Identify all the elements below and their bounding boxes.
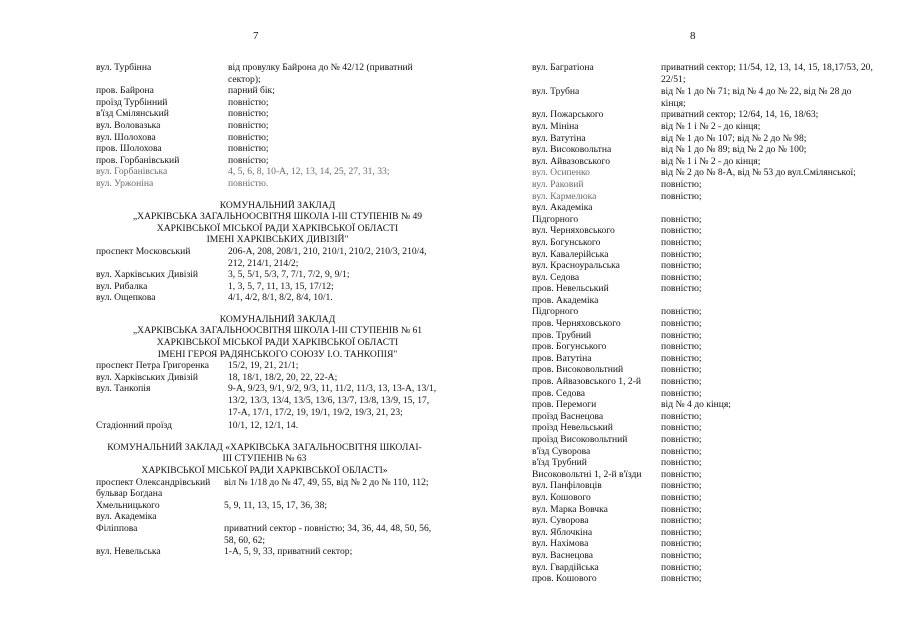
street-name: вул. Воловазька — [96, 119, 161, 131]
street-name: проїзд Невельський — [532, 422, 613, 434]
school-49-section — [96, 200, 441, 304]
street-name: вул. Турбінна — [96, 62, 152, 73]
house-numbers: повністю; — [661, 491, 702, 503]
street-name: бульвар Богдана — [96, 488, 163, 500]
heading-line: ІІІ СТУПЕНІВ № 63 — [222, 453, 307, 465]
section-heading — [96, 442, 441, 477]
street-name: вул. Осипенко — [532, 167, 590, 179]
house-numbers: повністю; — [228, 119, 269, 131]
house-numbers: повністю; — [661, 364, 702, 376]
heading-line: КОМУНАЛЬНИЙ ЗАКЛАД «ХАРКІВСЬКА ЗАГАЛЬНОСВІТНЯ ШКОЛАІ- — [107, 441, 422, 453]
address-row — [96, 97, 441, 109]
street-name: Стадіонний проїзд — [96, 420, 173, 432]
address-row — [532, 237, 878, 249]
section-heading — [96, 200, 441, 246]
house-numbers: від № 1 і № 2 - до кінця; — [661, 120, 761, 132]
address-row — [96, 383, 441, 418]
school-63-section — [96, 442, 441, 558]
house-numbers: 3, 5, 5/1, 5/3, 7, 7/1, 7/2, 9, 9/1; — [228, 269, 350, 281]
school-61-section — [96, 314, 441, 432]
address-row — [96, 360, 441, 372]
street-name: вул. Яблочкіна — [532, 526, 593, 538]
house-numbers: приватний сектор; 11/54, 12, 13, 14, 15, 18,17/53, 20, 22/51; — [661, 62, 873, 85]
heading-line: ІМЕНІ ГЕРОЯ РАДЯНСЬКОГО СОЮЗУ І.О. ТАНКОПІЯ" — [157, 348, 398, 360]
address-row — [532, 504, 878, 516]
street-name: вул. Черняховського — [532, 225, 615, 237]
street-name: пров. Високовольтний — [532, 364, 624, 376]
house-numbers: від № 4 до кінця; — [661, 399, 731, 411]
address-row — [532, 283, 878, 295]
address-row — [532, 167, 878, 179]
street-name: вул. Васнецова — [532, 549, 594, 561]
address-row — [96, 269, 441, 281]
house-numbers: 206-А, 208, 208/1, 210, 210/1, 210/2, 210/3, 210/4, 212, 214/1, 214/2; — [228, 245, 427, 269]
house-numbers: повністю; — [661, 329, 702, 341]
address-row — [532, 330, 878, 342]
house-numbers — [224, 511, 441, 523]
address-row — [96, 488, 441, 500]
address-row — [96, 132, 441, 144]
house-numbers: повністю; — [661, 434, 702, 445]
house-numbers: 10/1, 12, 12/1, 14. — [228, 420, 299, 432]
address-row — [96, 246, 441, 269]
house-numbers: повністю; — [661, 283, 702, 295]
house-numbers: повністю; — [661, 387, 702, 399]
street-name: вул. Рибалка — [96, 280, 148, 292]
address-row — [96, 108, 441, 120]
street-name: пров. Трубний — [532, 329, 592, 341]
house-numbers: повністю; — [661, 410, 702, 422]
address-row — [532, 202, 878, 214]
street-name: проїзд Васнецова — [532, 410, 604, 422]
street-name: вул. Шолохова — [96, 131, 156, 143]
address-row — [96, 62, 441, 85]
address-row — [532, 109, 878, 121]
house-numbers — [661, 202, 878, 214]
street-name: вул. Седова — [532, 271, 580, 283]
street-list — [96, 62, 441, 190]
house-numbers: повністю; — [661, 352, 702, 364]
house-numbers: повністю; — [661, 341, 702, 353]
street-name: вул. Академіка — [532, 202, 593, 214]
house-numbers: повністю; — [228, 108, 269, 120]
address-row — [532, 573, 878, 585]
house-numbers: повністю; — [661, 306, 702, 318]
address-row — [532, 469, 878, 481]
street-name: пров. Байрона — [96, 85, 154, 97]
house-numbers: повністю; — [661, 468, 702, 480]
address-row — [532, 272, 878, 284]
house-numbers: 18, 18/1, 18/2, 20, 22, 22-А; — [228, 371, 338, 383]
street-name: вул. Уржоніна — [96, 177, 154, 189]
address-row — [96, 155, 441, 167]
street-name: вул. Невельська — [96, 546, 161, 558]
heading-line: „ХАРКІВСЬКА ЗАГАЛЬНООСВІТНЯ ШКОЛА І-ІІІ СТУПЕНІВ № 49 — [132, 211, 423, 223]
street-name: вул. Харківських Дивізій — [96, 269, 199, 281]
address-row — [532, 179, 878, 191]
street-name: вул. Богунського — [532, 236, 601, 248]
address-row — [532, 225, 878, 237]
address-row — [96, 372, 441, 384]
street-name: вул. Багратіона — [532, 62, 594, 73]
address-row — [532, 446, 878, 458]
house-numbers: 15/2, 19, 21, 21/1; — [228, 360, 299, 372]
street-name: вул. Айвазовського — [532, 155, 610, 167]
address-row — [532, 306, 878, 318]
address-row — [532, 295, 878, 307]
street-name: пров. Седова — [532, 387, 586, 399]
house-numbers: повністю; — [661, 260, 702, 272]
address-row — [532, 388, 878, 400]
house-numbers: повністю; — [661, 538, 702, 550]
address-row — [532, 62, 878, 85]
address-row — [96, 500, 441, 512]
house-numbers: повністю; — [661, 422, 702, 434]
address-row — [532, 364, 878, 376]
house-numbers: 9-А, 9/23, 9/1, 9/2, 9/3, 11, 11/2, 11/3, 13, 13-А, 13/1, 13/2, 13/3, 13/4, 13/5, 13/6, 13/7, 13/8, 13/9, 15, 17, 17-А, 17/1, 17/2, 19, 19/1, 19/2, 19/3, 21, 23; — [228, 383, 437, 418]
street-name: проспект Олександрівський — [96, 476, 211, 488]
left-page — [96, 62, 441, 558]
house-numbers: повністю; — [661, 561, 702, 573]
street-name: вул. Красноуральська — [532, 260, 620, 272]
street-name: вул. Раковий — [532, 178, 584, 190]
address-row — [96, 420, 441, 432]
address-row — [532, 121, 878, 133]
house-numbers: приватний сектор - повністю; 34, 36, 44, 48, 50, 56, 58, 60, 62; — [224, 522, 432, 546]
address-row — [532, 133, 878, 145]
street-name: пров. Академіка — [532, 294, 599, 306]
heading-line: КОМУНАЛЬНИЙ ЗАКЛАД — [219, 199, 336, 211]
house-numbers: повністю; — [661, 213, 702, 225]
address-row — [532, 260, 878, 272]
address-row — [96, 477, 441, 489]
address-row — [532, 527, 878, 539]
street-name: вул. Високовольтна — [532, 144, 612, 156]
house-numbers: повністю; — [228, 143, 269, 155]
house-numbers: повністю; — [228, 154, 269, 166]
street-name: вул. Гвардійська — [532, 561, 599, 573]
street-name: Підгорного — [532, 213, 579, 225]
house-numbers: 4, 5, 6, 8, 10-А, 12, 13, 14, 25, 27, 31, 33; — [228, 166, 390, 178]
street-name: пров. Шолохова — [96, 143, 162, 155]
house-numbers: приватний сектор; 12/64, 14, 16, 18/63; — [661, 109, 819, 121]
street-name: в'їзд Трубний — [532, 457, 587, 469]
street-name: вул. Трубна — [532, 86, 580, 98]
address-row — [532, 411, 878, 423]
street-name: в'їзд Суворова — [532, 445, 591, 457]
street-name: пров. Ватутіна — [532, 352, 592, 364]
street-name: вул. Панфіловців — [532, 480, 602, 492]
house-numbers: від № 1 і № 2 - до кінця; — [661, 155, 761, 167]
house-numbers: повністю; — [661, 457, 702, 469]
heading-line: ХАРКІВСЬКОЇ МІСЬКОЇ РАДИ ХАРКІВСЬКОЇ ОБЛАСТІ» — [141, 465, 388, 476]
house-numbers: повністю; — [661, 318, 702, 330]
house-numbers: 5, 9, 11, 13, 15, 17, 36, 38; — [224, 499, 328, 511]
house-numbers: повністю; — [661, 190, 702, 202]
address-row — [532, 318, 878, 330]
section-heading — [96, 314, 441, 360]
house-numbers: повністю. — [228, 177, 269, 189]
street-name: проспект Петра Григоренка — [96, 360, 210, 372]
street-name: Філіппова — [96, 522, 138, 534]
house-numbers: повністю; — [661, 515, 702, 527]
street-name: вул. Академіка — [96, 511, 157, 523]
house-numbers: парний бік; — [228, 85, 275, 97]
house-numbers: повністю; — [228, 131, 269, 143]
heading-line: ІМЕНІ ХАРКІВСЬКИХ ДИВІЗІЙ" — [206, 234, 349, 246]
street-name: вул. Ватутіна — [532, 132, 586, 144]
address-row — [532, 538, 878, 550]
house-numbers: від провулку Байрона до № 42/12 (приватний сектор); — [228, 62, 413, 85]
street-name: проспект Московський — [96, 245, 191, 257]
page-number-left: 7 — [253, 30, 259, 42]
street-name: пров. Кошового — [532, 573, 597, 585]
address-row — [532, 249, 878, 261]
house-numbers: повністю; — [661, 178, 702, 190]
address-row — [96, 546, 441, 558]
house-numbers: від № 1 до № 71; від № 4 до № 22, від № 28 до кінця; — [661, 86, 852, 109]
address-row — [532, 434, 878, 446]
heading-line: ХАРКІВСЬКОЇ МІСЬКОЇ РАДИ ХАРКІВСЬКОЇ ОБЛАСТІ — [156, 222, 399, 234]
address-row — [532, 422, 878, 434]
street-name: проїзд Високовольтний — [532, 434, 628, 445]
street-name: вул. Ощепкова — [96, 292, 156, 304]
address-row — [532, 399, 878, 411]
address-row — [532, 144, 878, 156]
street-name: вул. Кармелюка — [532, 190, 597, 202]
page-number-right: 8 — [690, 30, 696, 42]
address-row — [96, 292, 441, 304]
street-name: вул. Танкопія — [96, 383, 151, 395]
house-numbers — [661, 295, 878, 307]
house-numbers: повністю; — [661, 573, 702, 585]
street-name: вул. Горбанівська — [96, 166, 168, 178]
street-name: вул. Нахімова — [532, 538, 589, 550]
house-numbers: повністю; — [661, 225, 702, 237]
street-name: вул. Харківських Дивізій — [96, 371, 199, 383]
street-name: пров. Черняховського — [532, 318, 621, 330]
address-row — [532, 376, 878, 388]
street-name: Високовольтні 1, 2-й в'їзди — [532, 468, 642, 480]
address-row — [532, 86, 878, 109]
street-name: Підгорного — [532, 306, 579, 318]
heading-line: „ХАРКІВСЬКА ЗАГАЛЬНООСВІТНЯ ШКОЛА І-ІІІ СТУПЕНІВ № 61 — [132, 325, 423, 337]
address-row — [96, 281, 441, 293]
house-numbers: повністю; — [661, 248, 702, 260]
address-row — [96, 523, 441, 546]
house-numbers — [224, 488, 441, 500]
address-row — [532, 550, 878, 562]
house-numbers: 1-А, 5, 9, 33, приватний сектор; — [224, 546, 353, 558]
house-numbers: повністю; — [661, 480, 702, 492]
heading-line: ХАРКІВСЬКОЇ МІСЬКОЇ РАДИ ХАРКІВСЬКОЇ ОБЛАСТІ — [156, 337, 399, 349]
street-name: пров. Богунського — [532, 341, 607, 353]
address-row — [532, 562, 878, 574]
house-numbers: повністю; — [661, 503, 702, 515]
address-row — [532, 353, 878, 365]
address-row — [532, 492, 878, 504]
street-name: вул. Марка Вовчка — [532, 503, 608, 515]
address-row — [532, 480, 878, 492]
house-numbers: 1, 3, 5, 7, 11, 13, 15, 17/12; — [228, 280, 334, 292]
house-numbers: повністю; — [661, 526, 702, 538]
street-name: пров. Перемоги — [532, 399, 597, 411]
house-numbers: повністю; — [661, 236, 702, 248]
address-row — [532, 457, 878, 469]
house-numbers: повністю; — [661, 376, 702, 388]
street-name: Хмельницького — [96, 499, 160, 511]
house-numbers: повністю; — [228, 96, 269, 108]
street-name: проїзд Турбінний — [96, 96, 168, 108]
address-row — [532, 191, 878, 203]
address-row — [532, 214, 878, 226]
right-page — [532, 62, 878, 585]
street-name: пров. Айвазовського 1, 2-й — [532, 376, 641, 388]
house-numbers: від № 2 до № 8-А, від № 53 до вул.Смілянської; — [661, 167, 856, 179]
address-row — [96, 85, 441, 97]
house-numbers: від № 1 до № 89; від № 2 до № 100; — [661, 144, 807, 156]
street-name: вул. Кошового — [532, 491, 591, 503]
house-numbers: повністю; — [661, 445, 702, 457]
street-name: вул. Пожарського — [532, 109, 604, 121]
address-row — [96, 178, 441, 190]
street-name: пров. Горбанівський — [96, 154, 180, 166]
address-row — [532, 341, 878, 353]
address-row — [532, 156, 878, 168]
house-numbers: повністю; — [661, 271, 702, 283]
address-row — [96, 120, 441, 132]
address-row — [532, 515, 878, 527]
house-numbers: від № 1 до № 107; від № 2 до № 98; — [661, 132, 807, 144]
heading-line: КОМУНАЛЬНИЙ ЗАКЛАД — [219, 313, 336, 325]
address-row — [96, 166, 441, 178]
street-name: вул. Кавалерійська — [532, 248, 609, 260]
house-numbers: віл № 1/18 до № 47, 49, 55, від № 2 до № 110, 112; — [224, 476, 429, 488]
street-name: вул. Мініна — [532, 120, 579, 132]
street-name: пров. Невельський — [532, 283, 609, 295]
house-numbers: повністю; — [661, 549, 702, 561]
house-numbers: 4/1, 4/2, 8/1, 8/2, 8/4, 10/1. — [228, 292, 333, 304]
street-name: в'їзд Смілянський — [96, 108, 169, 120]
address-row — [96, 143, 441, 155]
street-name: вул. Суворова — [532, 515, 589, 527]
address-row — [96, 511, 441, 523]
